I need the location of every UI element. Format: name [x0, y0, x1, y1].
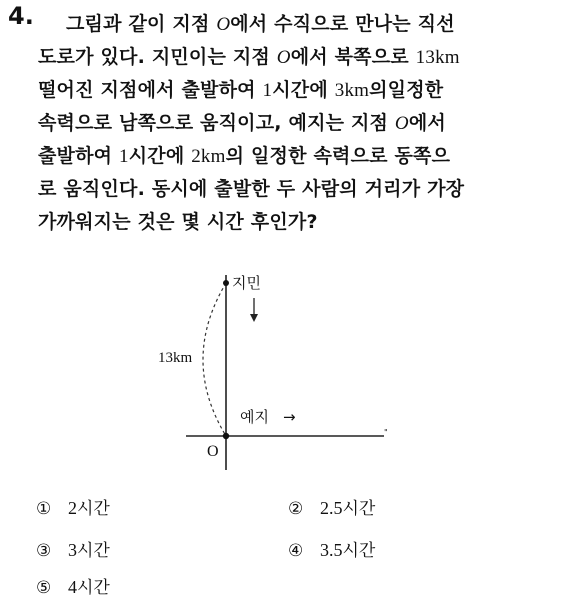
road-end-mark: ": [384, 428, 388, 437]
text-fragment: 속력으로 남쪽으로 움직이고, 예지는 지점: [38, 112, 395, 134]
choice-5[interactable]: [36, 573, 110, 598]
choice-value: 3: [68, 540, 77, 560]
choice-marker: ⑤: [36, 578, 52, 598]
choice-unit: 시간: [77, 499, 110, 519]
choice-4[interactable]: [288, 536, 375, 561]
origin-label: O: [207, 443, 219, 460]
number: 1: [119, 146, 129, 167]
choice-marker: ④: [288, 541, 304, 561]
jimin-arrow-head: [250, 314, 258, 322]
choice-2[interactable]: [288, 494, 375, 519]
choice-3[interactable]: [36, 536, 110, 561]
origin-point: [223, 433, 229, 439]
unit: km: [435, 47, 460, 68]
text-fragment: 시간에: [128, 145, 192, 167]
choice-value: 2: [68, 498, 77, 518]
number: 3: [334, 80, 345, 101]
unit: km: [344, 80, 370, 101]
text-fragment: 의일정한: [369, 79, 444, 101]
distance-label: 13km: [158, 350, 193, 366]
text-fragment: 의 일정한 속력으로 동쪽으: [225, 145, 451, 167]
text-fragment: 에서: [408, 112, 446, 134]
text-fragment: 에서 북쪽으로: [290, 46, 416, 68]
point-o-symbol: O: [276, 47, 291, 68]
text-fragment: 도로가 있다. 지민이는 지점: [38, 46, 277, 68]
question-number: 4.: [8, 2, 34, 30]
text-fragment: 떨어진 지점에서 출발하여: [38, 79, 263, 101]
text-fragment: 시간에: [272, 79, 335, 101]
number: 13: [415, 47, 436, 68]
choice-value: 2.5: [320, 498, 343, 518]
choice-unit: 시간: [342, 499, 376, 519]
jimin-start-point: [223, 280, 229, 286]
choice-unit: 시간: [77, 578, 110, 598]
choice-marker: ③: [36, 541, 52, 561]
point-o-symbol: O: [394, 113, 409, 134]
text-fragment: 그림과 같이 지점: [66, 13, 217, 35]
text-fragment: 가까워지는 것은 몇 시간 후인가?: [38, 211, 318, 233]
point-o-symbol: O: [216, 14, 231, 35]
choice-unit: 시간: [342, 541, 376, 561]
number: 2: [191, 146, 201, 167]
choice-marker: ②: [288, 499, 304, 519]
choice-marker: ①: [36, 499, 52, 519]
number: 1: [262, 80, 273, 101]
unit: km: [200, 146, 226, 167]
choice-unit: 시간: [77, 541, 110, 561]
distance-arc: [203, 283, 226, 436]
yeji-direction-arrow: →: [283, 408, 296, 426]
yeji-label: 예지: [240, 408, 269, 426]
text-fragment: 출발하여: [38, 145, 120, 167]
choice-value: 4: [68, 577, 77, 597]
choice-1[interactable]: [36, 494, 110, 519]
choice-value: 3.5: [320, 540, 343, 560]
text-fragment: 로 움직인다. 동시에 출발한 두 사람의 거리가 가장: [38, 178, 465, 200]
text-fragment: 에서 수직으로 만나는 직선: [230, 13, 455, 35]
jimin-label: 지민: [232, 274, 261, 292]
